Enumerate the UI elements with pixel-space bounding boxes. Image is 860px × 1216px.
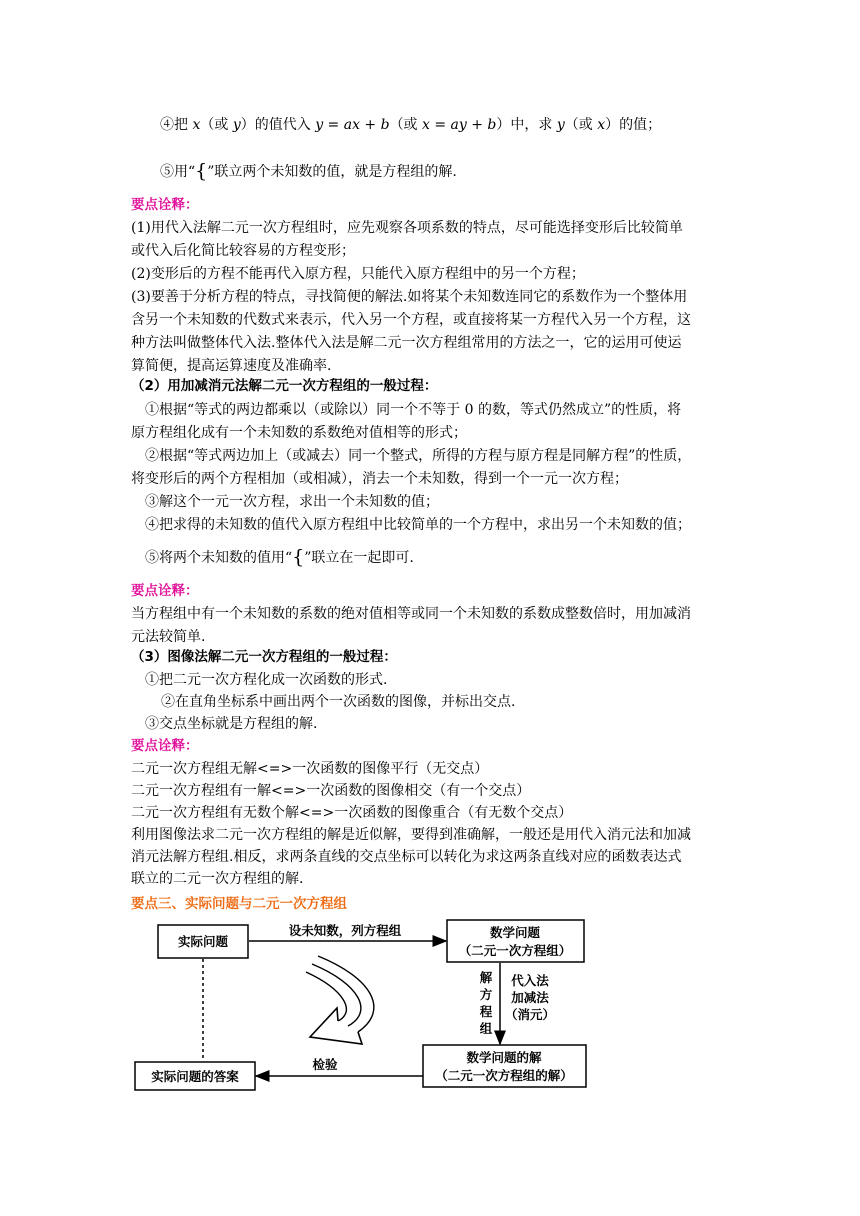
note-line: 含另一个未知数的代数式来表示，代入另一个方程，或直接将某一方程代入另一个方程，这 bbox=[131, 312, 691, 328]
equation-x: x = ay + b bbox=[422, 117, 497, 133]
elimination-heading: （2）用加减消元法解二元一次方程组的一般过程： bbox=[131, 378, 438, 394]
var-y: y bbox=[232, 117, 241, 133]
elimination-step-line: 将变形后的两个方程相加（或相减），消去一个未知数，得到一个一元一次方程； bbox=[131, 471, 628, 487]
box-real-problem-label: 实际问题 bbox=[177, 934, 229, 949]
note-line: (3)要善于分析方程的特点，寻找简便的解法.如将某个未知数连同它的系数作为一个整体用 bbox=[131, 289, 688, 305]
step4-text: （或 bbox=[564, 117, 598, 133]
elimination-step-line: 原方程组化成有一个未知数的系数绝对值相等的形式； bbox=[131, 425, 467, 441]
curved-arrow-icon bbox=[306, 956, 374, 1044]
box-math-problem-line2: （二元一次方程组） bbox=[458, 943, 572, 958]
note-line: 二元一次方程组有一解<=>一次函数的图像相交（有一个交点） bbox=[131, 783, 531, 799]
elimination-step-line: ①根据“等式的两边都乘以（或除以）同一个不等于 0 的数，等式仍然成立”的性质，将 bbox=[145, 402, 682, 418]
var-y: y bbox=[556, 117, 565, 133]
step5-text: ”联立两个未知数的值，就是方程组的解. bbox=[207, 164, 457, 180]
box-real-answer-label: 实际问题的答案 bbox=[151, 1069, 239, 1084]
elimination-step-line: ③解这个一元一次方程，求出一个未知数的值； bbox=[145, 494, 439, 510]
method-line: （消元） bbox=[504, 1007, 556, 1022]
arrow-set-unknowns-label: 设未知数，列方程组 bbox=[288, 923, 402, 938]
var-x: x bbox=[597, 117, 606, 133]
method-line: 代入法 bbox=[511, 973, 549, 988]
note-line: (2)变形后的方程不能再代入原方程，只能代入原方程组中的另一个方程； bbox=[131, 266, 585, 282]
graph-step-line: ①把二元一次方程化成一次函数的形式. bbox=[145, 672, 388, 688]
note-line: 二元一次方程组有无数个解<=>一次函数的图像重合（有无数个交点） bbox=[131, 805, 573, 821]
graph-step-line: ③交点坐标就是方程组的解. bbox=[145, 716, 318, 732]
note-line: 利用图像法求二元一次方程组的解是近似解，要得到准确解，一般还是用代入消元法和加减 bbox=[131, 827, 691, 843]
note-line: 联立的二元一次方程组的解. bbox=[131, 871, 304, 887]
elim-step5-text: ⑤将两个未知数的值用“ bbox=[145, 550, 293, 566]
box-math-problem-line1: 数学问题 bbox=[489, 925, 541, 940]
method-line: 加减法 bbox=[511, 990, 549, 1005]
step4-text: （或 bbox=[389, 117, 423, 133]
note-heading: 要点诠释： bbox=[131, 738, 199, 754]
note-line: 算简便，提高运算速度及准确率. bbox=[131, 358, 332, 374]
note-line: 种方法叫做整体代入法.整体代入法是解二元一次方程组常用的方法之一，它的运用可使运 bbox=[131, 335, 682, 351]
section3-heading: 要点三、实际问题与二元一次方程组 bbox=[131, 896, 347, 912]
step4-text: ）的值； bbox=[605, 117, 662, 133]
note-line: 消元法解方程组.相反，求两条直线的交点坐标可以转化为求这两条直线对应的函数表达式 bbox=[131, 849, 682, 865]
brace-symbol: { bbox=[195, 160, 208, 182]
solve-char: 方 bbox=[479, 987, 493, 1002]
brace-symbol: { bbox=[292, 546, 305, 568]
step4-text: ④把 bbox=[160, 117, 193, 133]
elimination-step-line: ④把求得的未知数的值代入原方程组中比较简单的一个方程中，求出另一个未知数的值； bbox=[145, 517, 691, 533]
box-math-solution-line2: （二元一次方程组的解） bbox=[435, 1068, 573, 1083]
var-x: x bbox=[192, 117, 201, 133]
note-line: (1)用代入法解二元一次方程组时，应先观察各项系数的特点，尽可能选择变形后比较简单 bbox=[131, 220, 683, 236]
note-line: 当方程组中有一个未知数的系数的绝对值相等或同一个未知数的系数成整数倍时，用加减消 bbox=[131, 606, 691, 622]
solve-char: 组 bbox=[479, 1021, 493, 1036]
step4-text: ）的值代入 bbox=[240, 117, 316, 133]
step4-text: （或 bbox=[200, 117, 233, 133]
solve-char: 程 bbox=[479, 1004, 493, 1019]
arrow-check-label: 检验 bbox=[312, 1057, 338, 1072]
solve-char: 解 bbox=[479, 970, 493, 985]
note-heading: 要点诠释： bbox=[131, 197, 199, 213]
elim-step5-text: ”联立在一起即可. bbox=[304, 550, 414, 566]
solve-label bbox=[480, 970, 493, 1036]
equation-y: y = ax + b bbox=[315, 117, 390, 133]
graph-heading: （3）图像法解二元一次方程组的一般过程： bbox=[131, 649, 397, 665]
note-line: 元法较简单. bbox=[131, 629, 206, 645]
note-heading: 要点诠释： bbox=[131, 583, 199, 599]
note-line: 或代入后化简比较容易的方程变形； bbox=[131, 243, 355, 259]
graph-step-line: ②在直角坐标系中画出两个一次函数的图像，并标出交点. bbox=[161, 694, 516, 710]
step4-text: ）中，求 bbox=[496, 117, 557, 133]
box-math-solution-line1: 数学问题的解 bbox=[466, 1050, 542, 1065]
note-line: 二元一次方程组无解<=>一次函数的图像平行（无交点） bbox=[131, 761, 489, 777]
method-label bbox=[505, 973, 555, 1022]
step5-text: ⑤用“ bbox=[160, 164, 196, 180]
elimination-step-line: ②根据“等式两边加上（或减去）同一个整式，所得的方程与原方程是同解方程”的性质， bbox=[145, 448, 692, 464]
